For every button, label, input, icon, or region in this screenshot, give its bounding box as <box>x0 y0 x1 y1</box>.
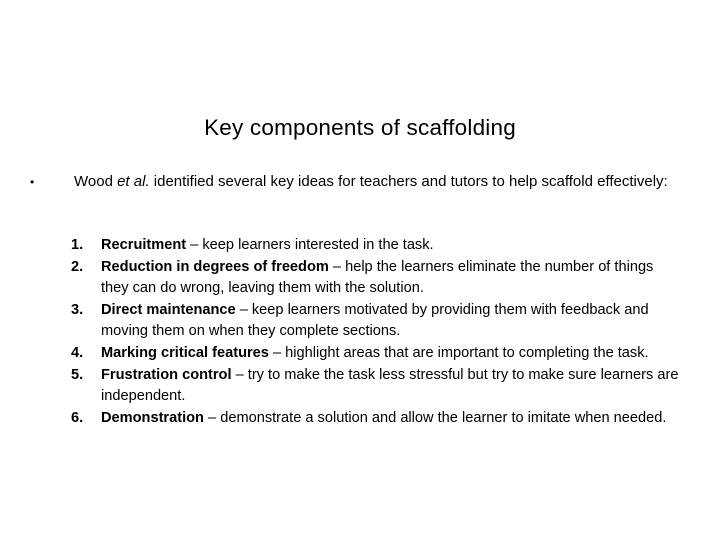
list-item <box>71 235 681 257</box>
list-item-body <box>101 235 681 257</box>
list-item-body <box>101 365 681 408</box>
list-term: Frustration control <box>101 366 232 383</box>
bullet-rest: identified several key ideas for teachers and tutors to help scaffold effectively: <box>149 173 668 190</box>
list-description: – keep learners interested in the task. <box>186 237 434 253</box>
bullet-emphasis: et al. <box>117 173 150 190</box>
list-description: – keep learners motivated by providing them with feedback and moving them on when they complete sections. <box>101 301 649 340</box>
list-description: – demonstrate a solution and allow the learner to imitate when needed. <box>203 409 667 426</box>
list-item <box>71 343 681 365</box>
list-term: Direct maintenance <box>101 301 236 318</box>
list-term: Reduction in degrees of freedom <box>101 258 329 275</box>
list-item <box>71 257 681 300</box>
list-item <box>71 300 681 343</box>
list-item-body <box>101 300 681 343</box>
list-term: Marking critical features <box>101 344 269 361</box>
list-item-body <box>101 343 681 365</box>
list-description: – try to make the task less stressful but try to make sure learners are independent. <box>101 366 679 405</box>
list-item <box>71 408 681 430</box>
list-item-body <box>101 257 681 300</box>
slide-title: Key components of scaffolding <box>204 115 516 140</box>
bullet-point <box>28 171 688 193</box>
list-number: 6. <box>71 409 84 426</box>
scaffolding-components-list <box>71 235 681 429</box>
list-term: Recruitment <box>101 237 187 253</box>
bullet-text <box>74 171 674 193</box>
list-number: 4. <box>71 344 84 361</box>
list-description: – highlight areas that are important to completing the task. <box>268 344 649 361</box>
list-number: 1. <box>71 237 84 253</box>
list-number: 5. <box>71 366 84 383</box>
list-term: Demonstration <box>101 409 204 426</box>
list-item <box>71 365 681 408</box>
bullet-lead: Wood <box>74 173 118 190</box>
list-number: 3. <box>71 301 84 318</box>
bullet-dot-icon: • <box>30 175 35 189</box>
list-description: – help the learners eliminate the number of things they can do wrong, leaving them with the solution. <box>101 258 654 297</box>
list-item-body <box>101 408 681 430</box>
list-number: 2. <box>71 258 84 275</box>
